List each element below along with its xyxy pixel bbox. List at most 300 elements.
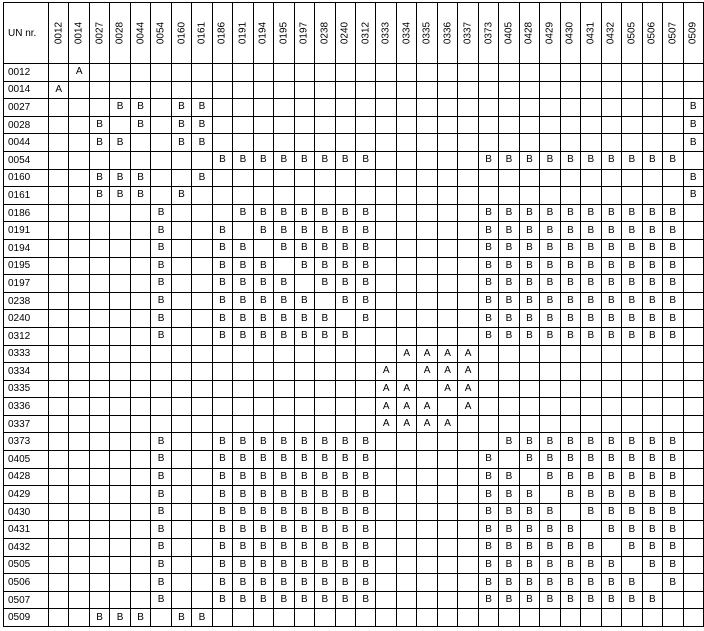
table-cell	[376, 169, 396, 187]
table-cell	[89, 64, 109, 82]
table-cell	[315, 609, 335, 627]
table-cell	[192, 204, 212, 222]
column-header	[253, 3, 273, 64]
row-header: 0505	[4, 556, 49, 574]
column-header-label: 0195	[278, 21, 290, 45]
table-cell: B	[622, 433, 642, 451]
table-cell: B	[642, 486, 662, 504]
table-cell: B	[253, 521, 273, 539]
table-cell: B	[519, 539, 539, 557]
table-row	[4, 451, 704, 469]
table-cell: B	[560, 539, 580, 557]
table-cell	[274, 187, 294, 205]
table-cell: B	[540, 521, 560, 539]
table-cell	[69, 99, 89, 117]
table-row	[4, 503, 704, 521]
table-cell	[48, 187, 68, 205]
table-cell: B	[663, 556, 683, 574]
table-cell	[69, 345, 89, 363]
table-cell: B	[356, 574, 376, 592]
table-cell: B	[315, 451, 335, 469]
table-cell	[356, 398, 376, 416]
table-cell: B	[274, 468, 294, 486]
column-header	[233, 3, 253, 64]
table-cell	[478, 99, 498, 117]
table-cell	[396, 257, 416, 275]
table-cell	[130, 134, 150, 152]
table-cell	[212, 380, 232, 398]
column-header	[540, 3, 560, 64]
table-cell: B	[642, 521, 662, 539]
table-cell: B	[294, 539, 314, 557]
column-header-label: 0405	[503, 21, 515, 45]
table-cell: B	[171, 134, 191, 152]
column-header-label: 0337	[462, 21, 474, 45]
table-cell	[274, 169, 294, 187]
table-cell: B	[335, 539, 355, 557]
table-cell: B	[335, 433, 355, 451]
table-cell: B	[601, 310, 621, 328]
table-cell	[642, 116, 662, 134]
table-cell: A	[458, 363, 478, 381]
table-cell: B	[356, 292, 376, 310]
table-cell	[396, 187, 416, 205]
table-cell: B	[642, 292, 662, 310]
table-cell	[151, 169, 171, 187]
table-cell: B	[642, 151, 662, 169]
table-cell	[417, 433, 437, 451]
table-cell	[437, 398, 457, 416]
table-cell: B	[253, 257, 273, 275]
table-cell	[315, 187, 335, 205]
table-cell: B	[151, 591, 171, 609]
table-cell: A	[437, 415, 457, 433]
table-cell: B	[294, 503, 314, 521]
table-cell: B	[560, 327, 580, 345]
table-cell: B	[581, 222, 601, 240]
table-cell: B	[253, 275, 273, 293]
table-cell: B	[151, 539, 171, 557]
table-row	[4, 222, 704, 240]
table-cell: B	[274, 310, 294, 328]
table-cell	[335, 169, 355, 187]
table-cell	[48, 310, 68, 328]
table-cell	[560, 169, 580, 187]
table-cell: B	[212, 239, 232, 257]
table-cell	[417, 327, 437, 345]
table-cell	[130, 310, 150, 328]
table-cell	[437, 539, 457, 557]
row-header: 0240	[4, 310, 49, 328]
table-cell	[212, 99, 232, 117]
row-header: 0191	[4, 222, 49, 240]
table-cell	[437, 503, 457, 521]
row-header: 0333	[4, 345, 49, 363]
table-cell: B	[540, 451, 560, 469]
table-cell	[89, 415, 109, 433]
table-cell	[294, 609, 314, 627]
table-cell	[396, 275, 416, 293]
table-cell	[581, 363, 601, 381]
table-cell	[683, 310, 704, 328]
table-cell	[69, 134, 89, 152]
table-cell	[130, 204, 150, 222]
table-cell	[69, 609, 89, 627]
table-cell	[560, 363, 580, 381]
table-cell	[110, 239, 130, 257]
table-cell	[478, 398, 498, 416]
table-cell	[417, 292, 437, 310]
table-cell: B	[540, 539, 560, 557]
table-cell: B	[622, 151, 642, 169]
table-cell	[540, 99, 560, 117]
table-cell: B	[683, 169, 704, 187]
table-cell	[48, 556, 68, 574]
table-cell: A	[417, 363, 437, 381]
table-cell: B	[315, 433, 335, 451]
table-cell	[48, 239, 68, 257]
table-cell	[335, 380, 355, 398]
compatibility-table	[3, 2, 704, 627]
table-cell	[376, 327, 396, 345]
table-cell	[315, 169, 335, 187]
table-cell	[69, 486, 89, 504]
table-cell	[130, 468, 150, 486]
column-header-label: 0238	[319, 21, 331, 45]
table-cell	[499, 64, 519, 82]
column-header	[622, 3, 642, 64]
table-cell: B	[519, 204, 539, 222]
table-cell	[151, 99, 171, 117]
table-cell	[69, 415, 89, 433]
column-header	[212, 3, 232, 64]
table-cell	[110, 503, 130, 521]
table-cell: B	[151, 433, 171, 451]
table-cell	[417, 151, 437, 169]
table-cell	[69, 451, 89, 469]
table-cell	[540, 64, 560, 82]
column-header	[335, 3, 355, 64]
table-cell	[417, 275, 437, 293]
table-cell	[540, 380, 560, 398]
table-cell: B	[622, 451, 642, 469]
table-cell	[233, 345, 253, 363]
table-cell	[192, 257, 212, 275]
column-header-label: 0312	[360, 21, 372, 45]
table-cell	[253, 609, 273, 627]
table-cell: B	[294, 521, 314, 539]
table-cell: B	[253, 327, 273, 345]
table-cell: A	[437, 363, 457, 381]
table-cell	[315, 81, 335, 99]
table-cell: B	[192, 99, 212, 117]
table-cell: B	[540, 257, 560, 275]
table-cell	[396, 310, 416, 328]
table-cell	[601, 380, 621, 398]
table-cell	[396, 222, 416, 240]
table-cell	[171, 222, 191, 240]
column-header	[48, 3, 68, 64]
table-cell: B	[581, 151, 601, 169]
table-cell	[171, 521, 191, 539]
table-cell: B	[151, 310, 171, 328]
table-cell: B	[335, 327, 355, 345]
table-row	[4, 169, 704, 187]
column-header-label: 0431	[585, 21, 597, 45]
table-cell	[171, 433, 191, 451]
table-cell	[458, 433, 478, 451]
table-cell	[663, 116, 683, 134]
table-row	[4, 292, 704, 310]
table-cell	[212, 345, 232, 363]
table-cell: B	[601, 239, 621, 257]
table-cell	[683, 451, 704, 469]
table-cell: B	[315, 151, 335, 169]
table-cell: B	[335, 521, 355, 539]
table-cell	[642, 415, 662, 433]
table-cell: A	[458, 345, 478, 363]
table-cell	[69, 239, 89, 257]
table-cell	[69, 222, 89, 240]
table-cell	[642, 398, 662, 416]
table-cell	[663, 345, 683, 363]
table-cell	[69, 433, 89, 451]
table-cell: B	[110, 169, 130, 187]
table-row	[4, 134, 704, 152]
table-cell	[171, 556, 191, 574]
table-cell	[417, 222, 437, 240]
table-cell	[396, 169, 416, 187]
table-cell	[192, 363, 212, 381]
table-cell	[642, 345, 662, 363]
table-cell	[458, 81, 478, 99]
table-cell: B	[233, 433, 253, 451]
table-cell: B	[519, 433, 539, 451]
row-header: 0161	[4, 187, 49, 205]
row-header: 0432	[4, 539, 49, 557]
table-cell: B	[335, 275, 355, 293]
table-cell: B	[622, 222, 642, 240]
table-cell	[683, 556, 704, 574]
table-cell: B	[560, 556, 580, 574]
table-cell	[683, 363, 704, 381]
table-cell	[519, 415, 539, 433]
table-cell	[110, 292, 130, 310]
table-cell	[69, 275, 89, 293]
table-cell	[110, 398, 130, 416]
table-cell	[683, 327, 704, 345]
table-cell: B	[581, 292, 601, 310]
table-cell: B	[478, 451, 498, 469]
table-cell: B	[253, 222, 273, 240]
table-cell	[663, 380, 683, 398]
table-cell: B	[519, 275, 539, 293]
table-cell	[48, 99, 68, 117]
table-cell	[437, 310, 457, 328]
table-cell	[294, 415, 314, 433]
column-header-label: 0191	[237, 21, 249, 45]
table-cell	[458, 574, 478, 592]
table-cell: B	[499, 539, 519, 557]
table-cell: B	[233, 486, 253, 504]
table-cell	[437, 275, 457, 293]
table-cell	[110, 433, 130, 451]
table-cell	[48, 521, 68, 539]
column-header-label: 0028	[114, 21, 126, 45]
table-cell	[376, 468, 396, 486]
table-cell: B	[540, 503, 560, 521]
table-cell	[48, 134, 68, 152]
table-cell	[478, 134, 498, 152]
table-cell: B	[663, 468, 683, 486]
table-cell	[642, 81, 662, 99]
table-cell	[89, 398, 109, 416]
table-cell	[151, 187, 171, 205]
table-cell: B	[212, 433, 232, 451]
row-header: 0334	[4, 363, 49, 381]
table-cell	[601, 169, 621, 187]
table-cell: B	[519, 521, 539, 539]
table-cell: B	[294, 222, 314, 240]
table-cell	[642, 609, 662, 627]
table-cell: B	[233, 239, 253, 257]
table-cell	[253, 239, 273, 257]
table-cell: B	[581, 433, 601, 451]
table-cell: B	[233, 539, 253, 557]
table-cell	[499, 81, 519, 99]
table-cell	[130, 574, 150, 592]
table-cell	[294, 99, 314, 117]
row-header: 0054	[4, 151, 49, 169]
table-cell	[233, 134, 253, 152]
table-cell: B	[274, 327, 294, 345]
table-cell	[396, 503, 416, 521]
table-cell	[519, 169, 539, 187]
table-cell: B	[212, 257, 232, 275]
table-cell: B	[212, 539, 232, 557]
table-cell	[48, 380, 68, 398]
table-cell: B	[233, 327, 253, 345]
table-cell: B	[581, 204, 601, 222]
table-cell: B	[233, 451, 253, 469]
table-cell	[622, 169, 642, 187]
table-cell	[130, 151, 150, 169]
table-cell	[233, 609, 253, 627]
table-cell	[356, 327, 376, 345]
table-cell	[642, 380, 662, 398]
table-cell	[376, 116, 396, 134]
table-cell: B	[581, 275, 601, 293]
table-cell: B	[601, 292, 621, 310]
row-header: 0429	[4, 486, 49, 504]
table-cell	[683, 64, 704, 82]
table-cell: B	[315, 486, 335, 504]
table-cell	[335, 398, 355, 416]
table-cell: B	[233, 556, 253, 574]
table-cell	[622, 81, 642, 99]
table-cell	[274, 257, 294, 275]
table-cell: B	[642, 468, 662, 486]
table-cell	[376, 591, 396, 609]
table-cell	[110, 345, 130, 363]
table-cell	[622, 99, 642, 117]
table-cell: B	[233, 503, 253, 521]
table-cell	[171, 503, 191, 521]
table-cell: B	[499, 204, 519, 222]
table-cell	[437, 609, 457, 627]
table-cell	[89, 257, 109, 275]
table-cell	[335, 134, 355, 152]
table-row	[4, 468, 704, 486]
table-cell	[683, 257, 704, 275]
table-cell	[356, 609, 376, 627]
table-cell	[396, 521, 416, 539]
table-row	[4, 380, 704, 398]
table-cell: B	[601, 433, 621, 451]
table-cell	[581, 99, 601, 117]
table-cell	[540, 398, 560, 416]
table-cell: B	[212, 275, 232, 293]
table-cell: B	[110, 609, 130, 627]
column-header-label: 0428	[523, 21, 535, 45]
table-cell	[110, 116, 130, 134]
table-cell: B	[253, 539, 273, 557]
table-cell	[683, 591, 704, 609]
table-cell	[376, 151, 396, 169]
table-cell: B	[622, 204, 642, 222]
table-cell	[478, 415, 498, 433]
table-cell	[376, 257, 396, 275]
table-cell	[151, 380, 171, 398]
table-cell: B	[171, 187, 191, 205]
table-cell	[69, 292, 89, 310]
table-cell: B	[253, 292, 273, 310]
table-cell: B	[622, 539, 642, 557]
table-cell	[540, 486, 560, 504]
table-cell	[683, 398, 704, 416]
table-cell: B	[642, 310, 662, 328]
table-cell	[192, 222, 212, 240]
table-cell	[458, 415, 478, 433]
table-cell	[69, 556, 89, 574]
table-cell: B	[151, 503, 171, 521]
table-cell: B	[581, 451, 601, 469]
table-cell: B	[274, 486, 294, 504]
table-cell: B	[274, 222, 294, 240]
table-row	[4, 345, 704, 363]
table-cell: B	[315, 257, 335, 275]
table-cell	[48, 503, 68, 521]
table-cell: B	[274, 451, 294, 469]
table-cell	[171, 151, 191, 169]
table-cell: B	[315, 591, 335, 609]
table-cell	[192, 310, 212, 328]
table-cell	[356, 187, 376, 205]
table-cell: B	[315, 503, 335, 521]
table-cell: B	[499, 556, 519, 574]
table-cell	[130, 539, 150, 557]
table-cell	[89, 574, 109, 592]
table-cell	[335, 64, 355, 82]
table-cell	[130, 327, 150, 345]
table-cell	[192, 345, 212, 363]
table-row	[4, 204, 704, 222]
table-cell: B	[499, 222, 519, 240]
table-cell	[540, 609, 560, 627]
table-cell	[458, 239, 478, 257]
row-header: 0405	[4, 451, 49, 469]
table-cell	[417, 257, 437, 275]
